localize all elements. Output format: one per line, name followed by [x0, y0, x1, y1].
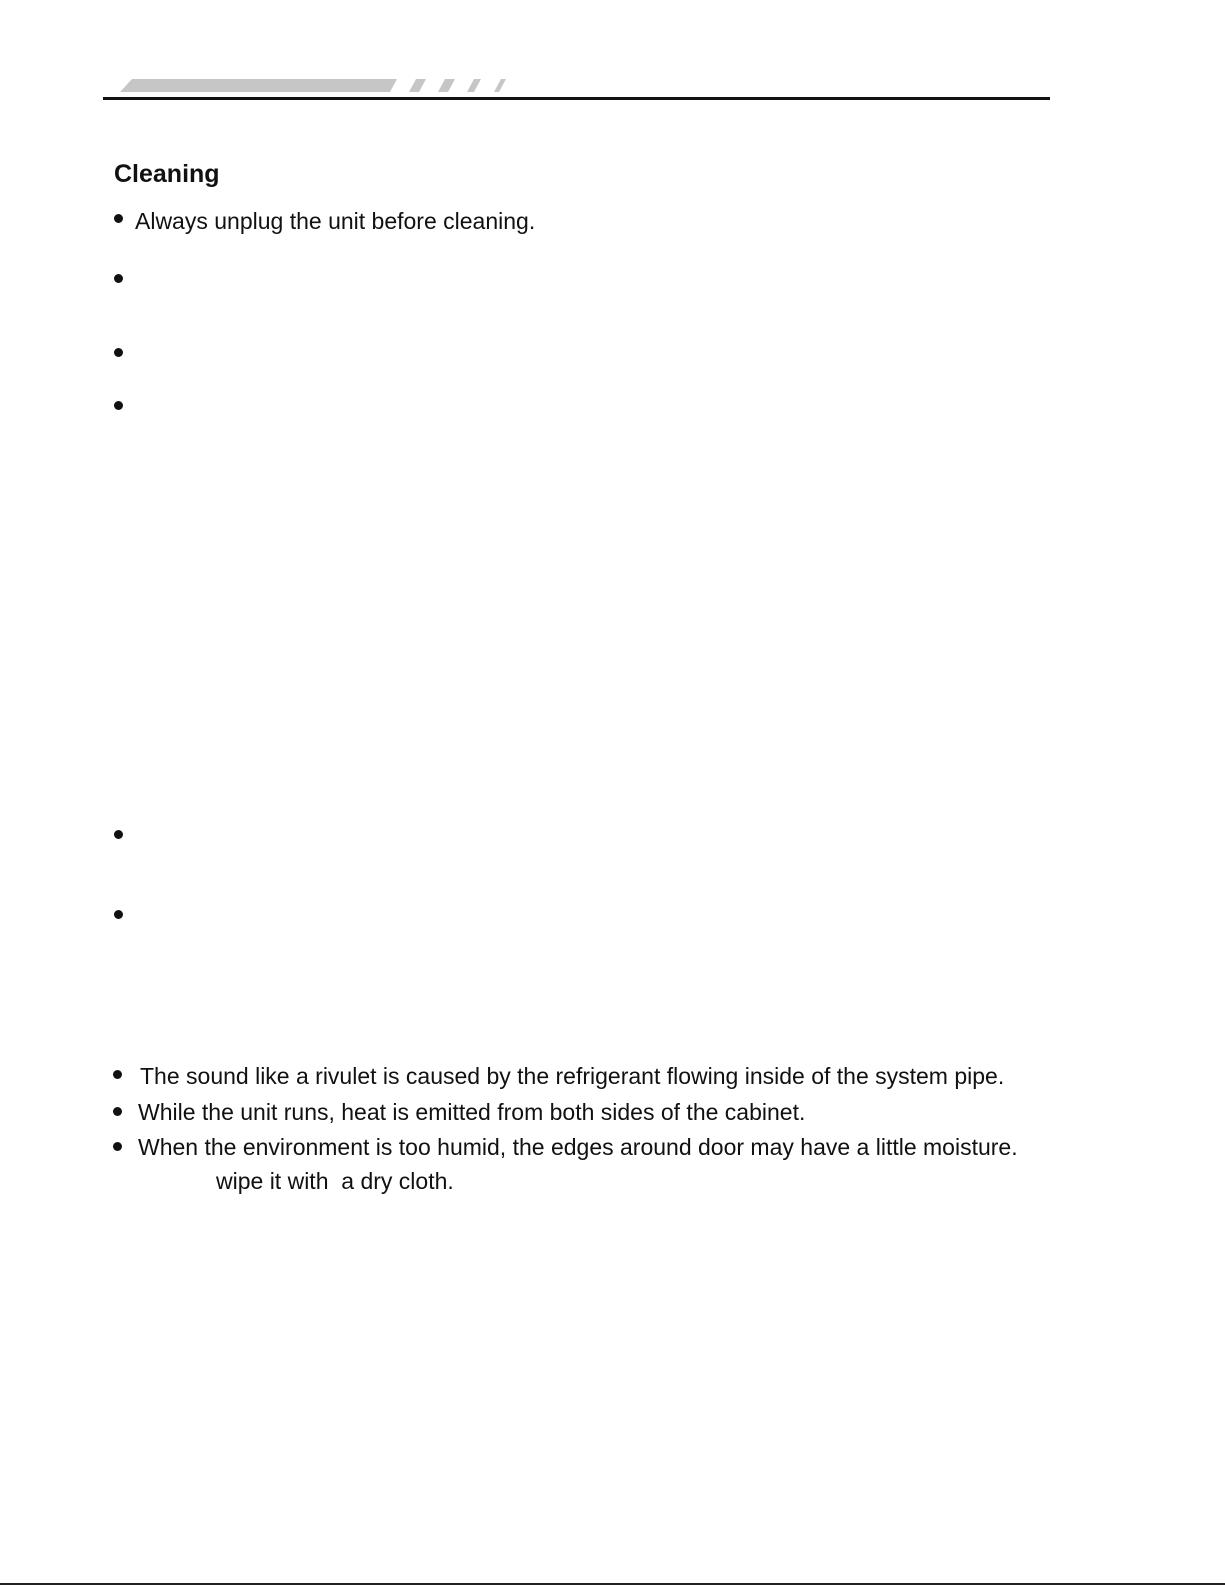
cleaning-item: Always unplug the unit before cleaning. [135, 208, 536, 234]
bullet-dot-icon [114, 348, 123, 357]
note-continuation: wipe it with a dry cloth. [216, 1168, 454, 1194]
bullet-dot-icon [113, 1107, 122, 1116]
bullet-dot-icon [114, 214, 123, 223]
header-rule [103, 97, 1050, 100]
note-item: While the unit runs, heat is emitted from both sides of the cabinet. [138, 1099, 806, 1125]
bullet-dot-icon [114, 910, 123, 919]
bullet-dot-icon [113, 1070, 122, 1079]
note-item: When the environment is too humid, the edges around door may have a little moisture. [138, 1134, 1018, 1160]
section-heading-cleaning: Cleaning [114, 160, 220, 188]
bullet-dot-icon [114, 830, 123, 839]
bullet-dot-icon [114, 274, 123, 283]
bullet-dot-icon [114, 401, 123, 410]
note-item: The sound like a rivulet is caused by the refrigerant flowing inside of the system pipe. [140, 1063, 1005, 1089]
bullet-dot-icon [113, 1142, 122, 1151]
